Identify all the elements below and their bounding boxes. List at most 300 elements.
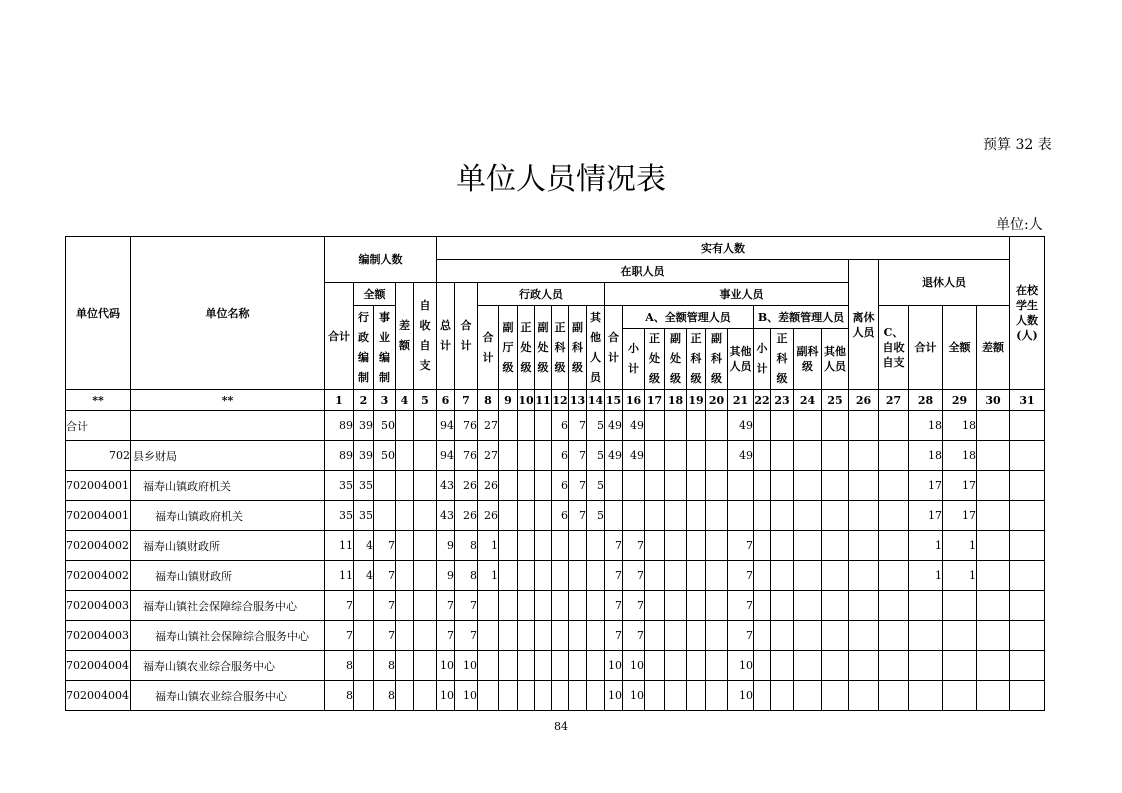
value-cell bbox=[478, 681, 499, 711]
value-cell: 49 bbox=[623, 411, 645, 441]
value-cell: 9 bbox=[437, 561, 455, 591]
value-cell bbox=[374, 471, 396, 501]
value-cell bbox=[687, 531, 706, 561]
value-cell: 4 bbox=[354, 531, 374, 561]
value-cell bbox=[754, 621, 771, 651]
value-cell: 1 bbox=[943, 561, 977, 591]
value-cell bbox=[396, 651, 414, 681]
value-cell bbox=[849, 591, 879, 621]
value-cell bbox=[706, 471, 728, 501]
value-cell bbox=[754, 501, 771, 531]
column-number: 22 bbox=[754, 390, 771, 411]
value-cell bbox=[1010, 471, 1045, 501]
value-cell: 1 bbox=[909, 561, 943, 591]
col-header-unit-name: 单位名称 bbox=[131, 237, 325, 390]
value-cell bbox=[535, 471, 552, 501]
value-cell bbox=[849, 561, 879, 591]
value-cell: 10 bbox=[623, 651, 645, 681]
value-cell: 50 bbox=[374, 411, 396, 441]
value-cell bbox=[499, 441, 518, 471]
value-cell bbox=[977, 681, 1010, 711]
value-cell bbox=[396, 681, 414, 711]
column-number: 13 bbox=[569, 390, 587, 411]
value-cell bbox=[909, 651, 943, 681]
col-header-self-funded: 自收自支 bbox=[414, 283, 437, 390]
value-cell: 49 bbox=[605, 441, 623, 471]
unit-code-cell: 702004004 bbox=[66, 681, 131, 711]
value-cell bbox=[687, 501, 706, 531]
value-cell: 26 bbox=[478, 471, 499, 501]
personnel-table bbox=[65, 236, 1045, 711]
value-cell bbox=[1010, 441, 1045, 471]
col-header-students: 在校学生人数(人) bbox=[1010, 237, 1045, 390]
value-cell: 7 bbox=[569, 501, 587, 531]
table-row bbox=[66, 591, 1045, 621]
value-cell bbox=[396, 591, 414, 621]
value-cell bbox=[587, 561, 605, 591]
unit-name-cell: 福寿山镇政府机关 bbox=[131, 501, 325, 531]
unit-name-cell: 县乡财局 bbox=[131, 441, 325, 471]
value-cell: 7 bbox=[728, 591, 754, 621]
column-number: 9 bbox=[499, 390, 518, 411]
col-header-staffing-total: 合计 bbox=[325, 283, 354, 390]
value-cell: 6 bbox=[552, 441, 569, 471]
value-cell bbox=[794, 591, 822, 621]
value-cell: 7 bbox=[325, 591, 354, 621]
value-cell bbox=[822, 651, 849, 681]
value-cell: 6 bbox=[552, 471, 569, 501]
value-cell: 1 bbox=[943, 531, 977, 561]
column-number-row bbox=[66, 390, 1045, 411]
column-number: 24 bbox=[794, 390, 822, 411]
value-cell bbox=[771, 621, 794, 651]
value-cell bbox=[478, 651, 499, 681]
value-cell bbox=[794, 681, 822, 711]
column-number: 6 bbox=[437, 390, 455, 411]
value-cell: 8 bbox=[325, 681, 354, 711]
value-cell: 76 bbox=[455, 411, 478, 441]
value-cell: 89 bbox=[325, 441, 354, 471]
value-cell bbox=[665, 651, 687, 681]
value-cell: 49 bbox=[728, 411, 754, 441]
column-number: 11 bbox=[535, 390, 552, 411]
value-cell: 7 bbox=[605, 621, 623, 651]
value-cell bbox=[706, 591, 728, 621]
col-header-admin-staffing: 行政编制 bbox=[354, 306, 374, 390]
value-cell bbox=[354, 651, 374, 681]
value-cell bbox=[1010, 501, 1045, 531]
col-header-b-other: 其他人员 bbox=[822, 329, 849, 390]
value-cell: 17 bbox=[943, 501, 977, 531]
col-header-a-director-division: 正处级 bbox=[645, 329, 665, 390]
value-cell bbox=[665, 561, 687, 591]
value-cell bbox=[665, 441, 687, 471]
col-header-admin-staff: 行政人员 bbox=[478, 283, 605, 306]
col-header-unit-code: 单位代码 bbox=[66, 237, 131, 390]
value-cell bbox=[754, 411, 771, 441]
value-cell: 27 bbox=[478, 441, 499, 471]
value-cell: 4 bbox=[354, 561, 374, 591]
value-cell bbox=[909, 621, 943, 651]
col-header-full-amount: 全额 bbox=[354, 283, 396, 306]
column-number: 2 bbox=[354, 390, 374, 411]
value-cell bbox=[665, 501, 687, 531]
value-cell bbox=[569, 681, 587, 711]
value-cell bbox=[535, 621, 552, 651]
value-cell bbox=[687, 471, 706, 501]
value-cell: 9 bbox=[437, 531, 455, 561]
value-cell: 49 bbox=[623, 441, 645, 471]
form-number: 预算 32 表 bbox=[983, 137, 1052, 153]
value-cell bbox=[587, 681, 605, 711]
col-header-retired-difference: 差额 bbox=[977, 306, 1010, 390]
column-number: 26 bbox=[849, 390, 879, 411]
value-cell bbox=[794, 531, 822, 561]
value-cell bbox=[518, 441, 535, 471]
value-cell bbox=[518, 561, 535, 591]
col-header-a-other: 其他人员 bbox=[728, 329, 754, 390]
column-number: 28 bbox=[909, 390, 943, 411]
value-cell bbox=[645, 441, 665, 471]
value-cell: 7 bbox=[623, 561, 645, 591]
value-cell bbox=[771, 681, 794, 711]
value-cell bbox=[645, 501, 665, 531]
value-cell bbox=[822, 531, 849, 561]
value-cell bbox=[569, 531, 587, 561]
col-header-retired-leave: 离休人员 bbox=[849, 260, 879, 390]
value-cell bbox=[414, 531, 437, 561]
value-cell bbox=[794, 411, 822, 441]
unit-code-cell: 702004003 bbox=[66, 591, 131, 621]
value-cell bbox=[771, 441, 794, 471]
value-cell bbox=[977, 561, 1010, 591]
value-cell bbox=[374, 501, 396, 531]
value-cell bbox=[1010, 621, 1045, 651]
value-cell: 35 bbox=[325, 471, 354, 501]
value-cell bbox=[518, 501, 535, 531]
value-cell bbox=[754, 591, 771, 621]
col-header-in-service: 在职人员 bbox=[437, 260, 849, 283]
unit-name-cell: 福寿山镇社会保障综合服务中心 bbox=[131, 621, 325, 651]
unit-name-cell: 福寿山镇财政所 bbox=[131, 531, 325, 561]
value-cell bbox=[552, 651, 569, 681]
value-cell bbox=[909, 681, 943, 711]
value-cell: 89 bbox=[325, 411, 354, 441]
value-cell bbox=[771, 561, 794, 591]
col-header-a-deputy-section: 副科级 bbox=[706, 329, 728, 390]
value-cell: 35 bbox=[325, 501, 354, 531]
value-cell bbox=[645, 471, 665, 501]
value-cell bbox=[822, 591, 849, 621]
col-header-institution-staff: 事业人员 bbox=[605, 283, 879, 306]
value-cell bbox=[499, 591, 518, 621]
col-header-a-deputy-division: 副处级 bbox=[665, 329, 687, 390]
value-cell: 8 bbox=[374, 681, 396, 711]
col-header-section-chief: 正科级 bbox=[552, 306, 569, 390]
unit-code-cell: 702004002 bbox=[66, 561, 131, 591]
value-cell bbox=[849, 501, 879, 531]
value-cell bbox=[518, 531, 535, 561]
value-cell bbox=[552, 681, 569, 711]
value-cell bbox=[569, 561, 587, 591]
value-cell: 18 bbox=[943, 411, 977, 441]
value-cell bbox=[706, 681, 728, 711]
column-number: 5 bbox=[414, 390, 437, 411]
value-cell bbox=[665, 591, 687, 621]
value-cell bbox=[849, 651, 879, 681]
col-header-deputy-division: 副处级 bbox=[535, 306, 552, 390]
value-cell bbox=[771, 531, 794, 561]
column-number: 15 bbox=[605, 390, 623, 411]
table-row bbox=[66, 651, 1045, 681]
value-cell bbox=[552, 531, 569, 561]
value-cell bbox=[552, 621, 569, 651]
value-cell bbox=[518, 591, 535, 621]
value-cell bbox=[754, 651, 771, 681]
value-cell: 49 bbox=[728, 441, 754, 471]
value-cell bbox=[414, 681, 437, 711]
value-cell: 7 bbox=[605, 591, 623, 621]
col-header-b-deputy-section: 副科级 bbox=[794, 329, 822, 390]
value-cell bbox=[822, 561, 849, 591]
value-cell bbox=[771, 411, 794, 441]
value-cell: 10 bbox=[728, 681, 754, 711]
column-number: 20 bbox=[706, 390, 728, 411]
value-cell bbox=[645, 411, 665, 441]
value-cell bbox=[754, 471, 771, 501]
value-cell: 7 bbox=[374, 621, 396, 651]
col-header-director-division: 正处级 bbox=[518, 306, 535, 390]
value-cell: 8 bbox=[374, 651, 396, 681]
value-cell: 6 bbox=[552, 501, 569, 531]
value-cell bbox=[687, 561, 706, 591]
value-cell: 1 bbox=[478, 531, 499, 561]
value-cell bbox=[794, 501, 822, 531]
value-cell bbox=[569, 591, 587, 621]
unit-code-cell: 702004004 bbox=[66, 651, 131, 681]
value-cell: 17 bbox=[909, 471, 943, 501]
value-cell: 7 bbox=[605, 531, 623, 561]
value-cell: 8 bbox=[455, 531, 478, 561]
value-cell bbox=[879, 501, 909, 531]
value-cell bbox=[754, 681, 771, 711]
col-header-retired: 退休人员 bbox=[879, 260, 1010, 306]
page-number: 84 bbox=[554, 720, 568, 733]
value-cell: 5 bbox=[587, 471, 605, 501]
value-cell bbox=[771, 651, 794, 681]
value-cell: 18 bbox=[909, 411, 943, 441]
value-cell bbox=[849, 441, 879, 471]
col-header-other-admin: 其他人员 bbox=[587, 306, 605, 390]
value-cell bbox=[849, 681, 879, 711]
value-cell bbox=[518, 621, 535, 651]
value-cell: 6 bbox=[552, 411, 569, 441]
value-cell bbox=[849, 621, 879, 651]
value-cell bbox=[849, 531, 879, 561]
value-cell: 10 bbox=[437, 651, 455, 681]
value-cell bbox=[1010, 681, 1045, 711]
value-cell bbox=[478, 591, 499, 621]
value-cell bbox=[535, 441, 552, 471]
value-cell: 7 bbox=[728, 531, 754, 561]
value-cell bbox=[645, 651, 665, 681]
value-cell bbox=[977, 531, 1010, 561]
column-number: 10 bbox=[518, 390, 535, 411]
value-cell bbox=[706, 651, 728, 681]
value-cell bbox=[687, 591, 706, 621]
col-header-deputy-department: 副厅级 bbox=[499, 306, 518, 390]
value-cell bbox=[414, 501, 437, 531]
value-cell bbox=[587, 591, 605, 621]
col-header-institution-total: 合计 bbox=[605, 306, 623, 390]
value-cell bbox=[1010, 561, 1045, 591]
value-cell bbox=[535, 561, 552, 591]
value-cell bbox=[794, 471, 822, 501]
table-row bbox=[66, 621, 1045, 651]
value-cell bbox=[396, 441, 414, 471]
unit-name-cell: 福寿山镇社会保障综合服务中心 bbox=[131, 591, 325, 621]
value-cell bbox=[728, 501, 754, 531]
column-number: 25 bbox=[822, 390, 849, 411]
value-cell: 43 bbox=[437, 501, 455, 531]
col-header-difference: 差额 bbox=[396, 283, 414, 390]
value-cell bbox=[822, 471, 849, 501]
value-cell: 8 bbox=[325, 651, 354, 681]
table-row bbox=[66, 501, 1045, 531]
value-cell bbox=[499, 501, 518, 531]
value-cell bbox=[794, 651, 822, 681]
value-cell bbox=[687, 651, 706, 681]
value-cell bbox=[552, 591, 569, 621]
column-number: ** bbox=[131, 390, 325, 411]
value-cell bbox=[687, 441, 706, 471]
col-header-a-group: A、全额管理人员 bbox=[623, 306, 754, 329]
unit-label: 单位:人 bbox=[996, 217, 1043, 233]
value-cell bbox=[552, 561, 569, 591]
value-cell: 5 bbox=[587, 441, 605, 471]
value-cell bbox=[665, 621, 687, 651]
column-number: 1 bbox=[325, 390, 354, 411]
value-cell bbox=[518, 411, 535, 441]
value-cell bbox=[687, 681, 706, 711]
value-cell bbox=[879, 441, 909, 471]
unit-code-cell: 702004002 bbox=[66, 531, 131, 561]
column-number: 18 bbox=[665, 390, 687, 411]
column-number: 17 bbox=[645, 390, 665, 411]
value-cell bbox=[794, 561, 822, 591]
value-cell bbox=[706, 501, 728, 531]
value-cell bbox=[706, 561, 728, 591]
col-header-deputy-section: 副科级 bbox=[569, 306, 587, 390]
value-cell bbox=[535, 681, 552, 711]
value-cell bbox=[645, 591, 665, 621]
value-cell bbox=[645, 561, 665, 591]
unit-name-cell: 福寿山镇政府机关 bbox=[131, 471, 325, 501]
value-cell bbox=[879, 561, 909, 591]
value-cell: 35 bbox=[354, 471, 374, 501]
value-cell bbox=[771, 591, 794, 621]
value-cell bbox=[728, 471, 754, 501]
column-number: 12 bbox=[552, 390, 569, 411]
unit-code-cell: 702 bbox=[66, 441, 131, 471]
value-cell: 1 bbox=[478, 561, 499, 591]
col-header-b-subtotal: 小计 bbox=[754, 329, 771, 390]
unit-code-cell: 702004001 bbox=[66, 501, 131, 531]
value-cell bbox=[849, 411, 879, 441]
value-cell bbox=[706, 531, 728, 561]
value-cell bbox=[943, 651, 977, 681]
value-cell: 8 bbox=[455, 561, 478, 591]
value-cell bbox=[587, 531, 605, 561]
value-cell bbox=[1010, 531, 1045, 561]
value-cell: 39 bbox=[354, 441, 374, 471]
value-cell bbox=[354, 681, 374, 711]
value-cell bbox=[478, 621, 499, 651]
value-cell: 11 bbox=[325, 561, 354, 591]
value-cell: 7 bbox=[437, 621, 455, 651]
column-number: 30 bbox=[977, 390, 1010, 411]
value-cell bbox=[414, 561, 437, 591]
value-cell: 5 bbox=[587, 411, 605, 441]
value-cell bbox=[535, 591, 552, 621]
value-cell: 7 bbox=[569, 441, 587, 471]
value-cell: 7 bbox=[605, 561, 623, 591]
value-cell bbox=[535, 531, 552, 561]
column-number: 14 bbox=[587, 390, 605, 411]
value-cell bbox=[706, 621, 728, 651]
column-number: 3 bbox=[374, 390, 396, 411]
value-cell bbox=[499, 621, 518, 651]
value-cell bbox=[754, 531, 771, 561]
value-cell: 10 bbox=[605, 651, 623, 681]
value-cell bbox=[645, 531, 665, 561]
table-row bbox=[66, 441, 1045, 471]
value-cell bbox=[879, 651, 909, 681]
value-cell: 10 bbox=[623, 681, 645, 711]
value-cell: 10 bbox=[455, 681, 478, 711]
value-cell bbox=[396, 531, 414, 561]
value-cell bbox=[822, 621, 849, 651]
value-cell: 17 bbox=[909, 501, 943, 531]
table-row bbox=[66, 411, 1045, 441]
value-cell bbox=[822, 441, 849, 471]
value-cell bbox=[977, 441, 1010, 471]
col-header-c-group: C、自收自支 bbox=[879, 306, 909, 390]
value-cell: 7 bbox=[455, 621, 478, 651]
value-cell bbox=[645, 681, 665, 711]
value-cell bbox=[665, 411, 687, 441]
value-cell: 7 bbox=[325, 621, 354, 651]
value-cell: 10 bbox=[455, 651, 478, 681]
value-cell bbox=[535, 411, 552, 441]
value-cell: 7 bbox=[374, 531, 396, 561]
unit-name-cell: 福寿山镇农业综合服务中心 bbox=[131, 651, 325, 681]
value-cell bbox=[354, 621, 374, 651]
col-header-admin-total: 合计 bbox=[478, 306, 499, 390]
value-cell bbox=[665, 681, 687, 711]
value-cell bbox=[414, 651, 437, 681]
value-cell: 17 bbox=[943, 471, 977, 501]
value-cell bbox=[414, 591, 437, 621]
value-cell bbox=[414, 441, 437, 471]
value-cell bbox=[687, 621, 706, 651]
value-cell: 39 bbox=[354, 411, 374, 441]
value-cell bbox=[499, 471, 518, 501]
value-cell: 7 bbox=[455, 591, 478, 621]
value-cell: 7 bbox=[569, 471, 587, 501]
col-header-grand-total: 总计 bbox=[437, 283, 455, 390]
value-cell bbox=[414, 621, 437, 651]
